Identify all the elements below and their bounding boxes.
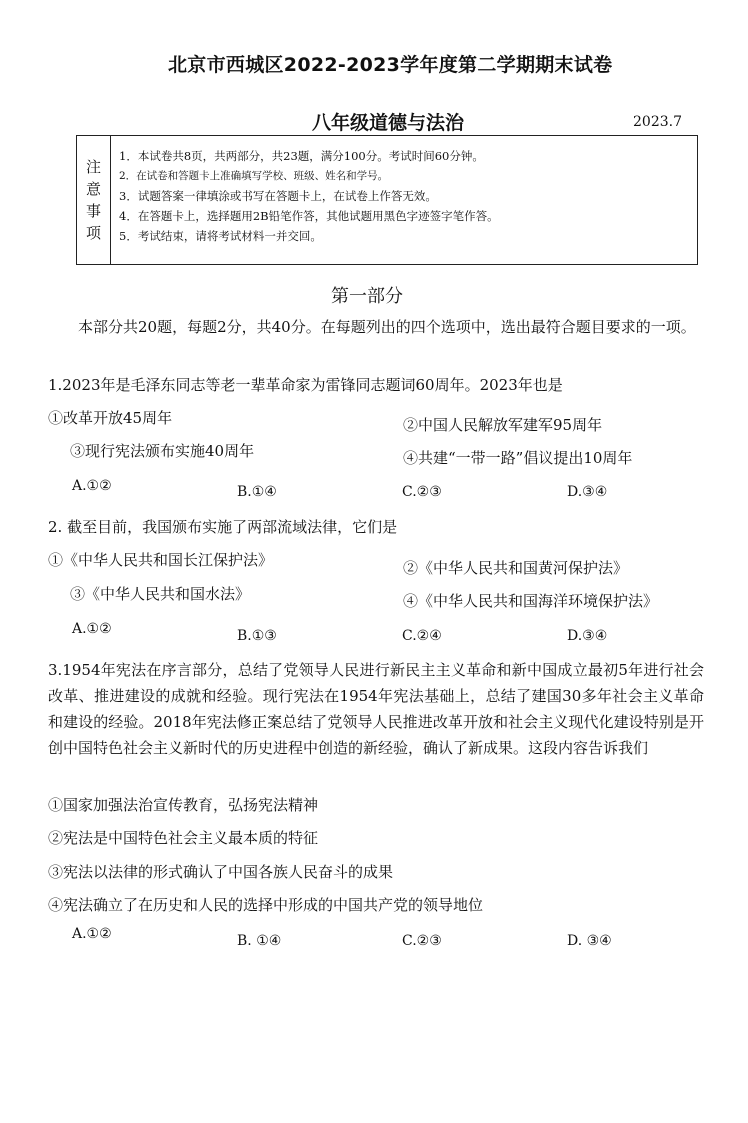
exam-subject: 八年级道德与法治 bbox=[312, 112, 465, 134]
notice-box bbox=[76, 135, 698, 265]
notice-label-char: 意 bbox=[85, 180, 101, 198]
question-3-item-4: ④宪法确立了在历史和人民的选择中形成的中国共产党的领导地位 bbox=[48, 896, 484, 914]
notice-label-char: 项 bbox=[85, 224, 101, 242]
question-3-item-2: ②宪法是中国特色社会主义最本质的特征 bbox=[48, 829, 319, 847]
question-2-stem: 2. 截至目前，我国颁布实施了两部流域法律，它们是 bbox=[48, 518, 398, 536]
notice-item: 2．在试卷和答题卡上准确填写学校、班级、姓名和学号。 bbox=[119, 170, 389, 182]
question-1-item-1: ①改革开放45周年 bbox=[48, 409, 173, 427]
question-3-option-b[interactable]: B. ①④ bbox=[237, 933, 282, 949]
question-2-item-3: ③《中华人民共和国水法》 bbox=[70, 585, 251, 603]
question-2-option-d[interactable]: D.③④ bbox=[567, 628, 608, 644]
notice-item: 1．本试卷共8页，共两部分，共23题，满分100分。考试时间60分钟。 bbox=[119, 149, 484, 163]
question-1-item-3: ③现行宪法颁布实施40周年 bbox=[70, 442, 255, 460]
question-1-option-b[interactable]: B.①④ bbox=[237, 484, 277, 500]
notice-label-char: 事 bbox=[85, 202, 101, 220]
notice-label-char: 注 bbox=[85, 158, 101, 176]
question-3-option-a[interactable]: A.①② bbox=[72, 926, 112, 942]
question-2-item-1: ①《中华人民共和国长江保护法》 bbox=[48, 551, 274, 569]
part-one-intro: 本部分共20题，每题2分，共40分。在每题列出的四个选项中，选出最符合题目要求的一项。 bbox=[78, 318, 696, 336]
notice-item: 3．试题答案一律填涂或书写在答题卡上，在试卷上作答无效。 bbox=[119, 189, 437, 203]
part-one-heading: 第一部分 bbox=[331, 286, 403, 307]
question-1-option-c[interactable]: C.②③ bbox=[402, 484, 442, 500]
question-3-option-c[interactable]: C.②③ bbox=[402, 933, 442, 949]
notice-label bbox=[77, 136, 111, 264]
question-3-item-1: ①国家加强法治宣传教育，弘扬宪法精神 bbox=[48, 796, 319, 814]
question-2-option-b[interactable]: B.①③ bbox=[237, 628, 277, 644]
question-3-option-d[interactable]: D. ③④ bbox=[567, 933, 612, 949]
question-1-stem: 1.2023年是毛泽东同志等老一辈革命家为雷锋同志题词60周年。2023年也是 bbox=[48, 376, 563, 394]
question-2-option-a[interactable]: A.①② bbox=[72, 621, 112, 637]
notice-list bbox=[119, 146, 499, 246]
exam-date: 2023.7 bbox=[633, 114, 682, 130]
question-1-option-d[interactable]: D.③④ bbox=[567, 484, 608, 500]
question-2-item-4: ④《中华人民共和国海洋环境保护法》 bbox=[403, 592, 659, 610]
question-2-item-2: ②《中华人民共和国黄河保护法》 bbox=[403, 559, 629, 577]
question-1-item-2: ②中国人民解放军建军95周年 bbox=[403, 416, 603, 434]
question-3-item-3: ③宪法以法律的形式确认了中国各族人民奋斗的成果 bbox=[48, 863, 394, 881]
question-3-stem: 3.1954年宪法在序言部分，总结了党领导人民进行新民主主义革命和新中国成立最初5年进行社会改革、推进建设的成就和经验。现行宪法在1954年宪法基础上，总结了建国30多年社会主义革命和建设的经验。2018年宪法修正案总结了党领导人民推进改革开放和社会主义现代化建设特别是开创中国特色社会主义新时代的历史进程中创造的新经验，确认了新成果。这段内容告诉我们 bbox=[48, 661, 704, 757]
question-1-option-a[interactable]: A.①② bbox=[72, 478, 112, 494]
notice-item: 5．考试结束，请将考试材料一并交回。 bbox=[119, 229, 322, 243]
question-2-option-c[interactable]: C.②④ bbox=[402, 628, 442, 644]
exam-title: 北京市西城区2022-2023学年度第二学期期末试卷 bbox=[168, 54, 613, 76]
question-1-item-4: ④共建“一带一路”倡议提出10周年 bbox=[403, 449, 633, 467]
notice-item: 4．在答题卡上，选择题用2B铅笔作答，其他试题用黑色字迹签字笔作答。 bbox=[119, 209, 499, 223]
